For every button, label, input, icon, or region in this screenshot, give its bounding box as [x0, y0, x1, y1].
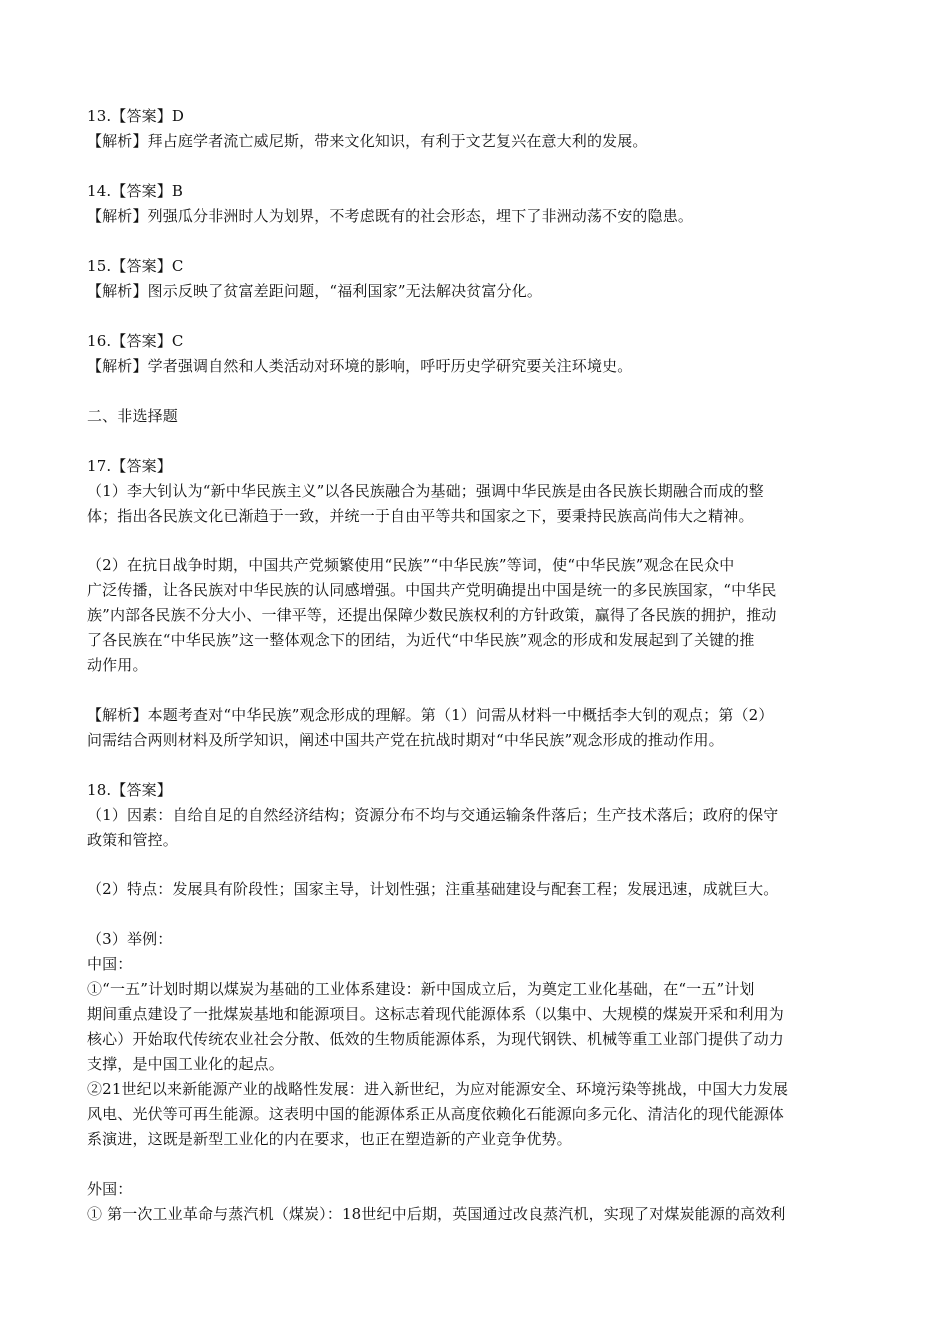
q17-part1-line1: （1）李大钊认为“新中华民族主义”以各民族融合为基础；强调中华民族是由各民族长期融合而成的整	[87, 482, 764, 500]
q16-explanation: 【解析】学者强调自然和人类活动对环境的影响，呼吁历史学研究要关注环境史。	[87, 357, 633, 375]
q18-china-item2-line3: 系演进，这既是新型工业化的内在要求，也正在塑造新的产业竞争优势。	[87, 1130, 572, 1148]
q14-explanation: 【解析】列强瓜分非洲时人为划界，不考虑既有的社会形态，埋下了非洲动荡不安的隐患。	[87, 207, 694, 225]
q18-foreign-item1-line1: ① 第一次工业革命与蒸汽机（煤炭）：18世纪中后期，英国通过改良蒸汽机，实现了对煤炭能源的高效利	[87, 1205, 786, 1223]
q18-china-item2-line1: ②21世纪以来新能源产业的战略性发展：进入新世纪，为应对能源安全、环境污染等挑战，中国大力发展	[87, 1080, 789, 1098]
q18-part2: （2）特点：发展具有阶段性；国家主导，计划性强；注重基础建设与配套工程；发展迅速，成就巨大。	[87, 880, 779, 898]
q17-part2-line5: 动作用。	[87, 656, 148, 674]
q18-china-item1-line4: 支撑，是中国工业化的起点。	[87, 1055, 284, 1073]
q17-part2-line4: 了各民族在“中华民族”这一整体观念下的团结，为近代“中华民族”观念的形成和发展起到了关键的推	[87, 631, 755, 649]
q13-answer: 13.【答案】D	[87, 107, 185, 125]
q17-explanation-line1: 【解析】本题考查对“中华民族”观念形成的理解。第（1）问需从材料一中概括李大钊的观点；第（2）	[87, 706, 774, 724]
q18-china-heading: 中国：	[87, 955, 133, 973]
section-heading: 二、非选择题	[87, 407, 178, 425]
q18-china-item1-line3: 核心）开始取代传统农业社会分散、低效的生物质能源体系，为现代钢铁、机械等重工业部门提供了动力	[87, 1030, 784, 1048]
q17-part2-line1: （2）在抗日战争时期，中国共产党频繁使用“民族”“中华民族”等词，使“中华民族”观念在民众中	[87, 556, 735, 574]
q18-foreign-heading: 外国：	[87, 1180, 133, 1198]
q17-part1-line2: 体；指出各民族文化已渐趋于一致，并统一于自由平等共和国家之下，要秉持民族高尚伟大之精神。	[87, 507, 754, 525]
q13-explanation: 【解析】拜占庭学者流亡威尼斯，带来文化知识，有利于文艺复兴在意大利的发展。	[87, 132, 648, 150]
q15-answer: 15.【答案】C	[87, 257, 184, 275]
q18-china-item2-line2: 风电、光伏等可再生能源。这表明中国的能源体系正从高度依赖化石能源向多元化、清洁化的现代能源体	[87, 1105, 784, 1123]
q14-answer: 14.【答案】B	[87, 182, 184, 200]
q17-part2-line2: 广泛传播，让各民族对中华民族的认同感增强。中国共产党明确提出中国是统一的多民族国家，“中华民	[87, 581, 777, 599]
q17-explanation-line2: 问需结合两则材料及所学知识，阐述中国共产党在抗战时期对“中华民族”观念形成的推动作用。	[87, 731, 724, 749]
q18-china-item1-line2: 期间重点建设了一批煤炭基地和能源项目。这标志着现代能源体系（以集中、大规模的煤炭开采和利用为	[87, 1005, 784, 1023]
q18-part1-line2: 政策和管控。	[87, 831, 178, 849]
q18-china-item1-line1: ①“一五”计划时期以煤炭为基础的工业体系建设：新中国成立后，为奠定工业化基础，在“一五”计划	[87, 980, 755, 998]
q16-answer: 16.【答案】C	[87, 332, 184, 350]
q18-answer-heading: 18.【答案】	[87, 781, 172, 799]
q17-part2-line3: 族”内部各民族不分大小、一律平等，还提出保障少数民族权利的方针政策，赢得了各民族的拥护，推动	[87, 606, 777, 624]
q15-explanation: 【解析】图示反映了贫富差距问题，“福利国家”无法解决贫富分化。	[87, 282, 542, 300]
q18-part1-line1: （1）因素：自给自足的自然经济结构；资源分布不均与交通运输条件落后；生产技术落后；政府的保守	[87, 806, 779, 824]
q17-answer-heading: 17.【答案】	[87, 457, 172, 475]
q18-part3-heading: （3）举例：	[87, 930, 173, 948]
